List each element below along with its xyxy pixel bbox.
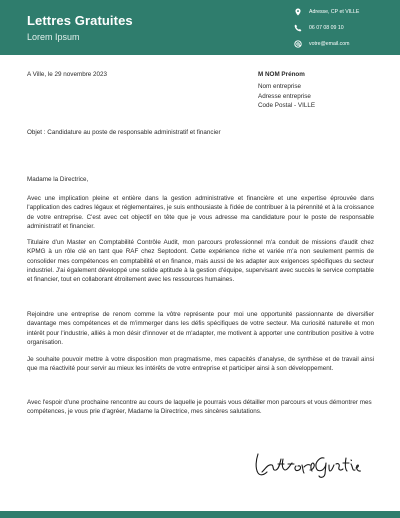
sender-name: Lettres Gratuites: [27, 13, 133, 28]
body-paragraph-5: Avec l'espoir d'une prochaine rencontre au cours de laquelle je pourrais vous détailler mon parcours et vous démontrer mes compétences, je vous prie d'agréer, Madame la Directrice, mes sincères salutations.: [27, 399, 372, 416]
recipient-address: Adresse entreprise: [258, 92, 311, 100]
contact-address-text: Adresse, CP et VILLE: [309, 9, 360, 15]
sender-subtitle: Lorem Ipsum: [27, 32, 80, 42]
recipient-company: Nom entreprise: [258, 83, 302, 91]
recipient-postal: Code Postal - VILLE: [258, 101, 316, 109]
contact-email-text: votre@email.com: [309, 41, 350, 47]
body-paragraph-4: Je souhaite pouvoir mettre à votre disposition mon pragmatisme, mes capacités d'analyse, de synthèse et de travail ainsi que ma réactivité pour servir au mieux les intérêts de votre entreprise et participer ainsi à son développement.: [27, 356, 374, 373]
body-paragraph-1: Avec une implication pleine et entière dans la gestion administrative et financière et une expertise éprouvée dans l'application des cadres légaux et réglementaires, je suis enthousiaste à l'idée de contribuer à la pérennité et à la croissance de votre entreprise. C'est avec cet objectif en tête que je vous adresse ma candidature pour le poste de responsable administratif et financier.: [27, 195, 374, 230]
footer-bar: [0, 511, 400, 518]
contact-address: [294, 8, 359, 16]
handwritten-signature: [252, 446, 362, 480]
letter-subject: Objet : Candidature au poste de responsable administratif et financier: [27, 129, 221, 136]
header-banner: [0, 0, 400, 55]
contact-email: [294, 40, 349, 48]
email-at-icon: [294, 40, 302, 48]
recipient-block: [258, 70, 315, 110]
phone-icon: [294, 24, 302, 32]
contact-phone-text: 06 07 08 09 10: [309, 25, 344, 31]
letter-salutation: Madame la Directrice,: [27, 176, 89, 183]
contact-phone: [294, 24, 344, 32]
body-paragraph-3: Rejoindre une entreprise de renom comme la vôtre représente pour moi une opportunité passionnante de diversifier davantage mes compétences et de m'immerger dans les défis spécifiques de votre secteur. Ma curiosité naturelle et mon intérêt pour l'industrie, alliés à mon désir d'innover et de m'adapter, me motivent à apporter une contribution positive à votre organisation.: [27, 311, 374, 346]
letter-date: A Ville, le 29 novembre 2023: [27, 71, 108, 78]
location-pin-icon: [294, 8, 302, 16]
recipient-name: M NOM Prénom: [258, 71, 305, 78]
body-paragraph-2: Titulaire d'un Master en Comptabilité Contrôle Audit, mon parcours professionnel m'a conduit de missions d'audit chez KPMG à un rôle clé en tant que RAF chez Septodont. Cette expérience riche et variée m'a non seulement permis de consolider mes compétences en comptabilité et en finance, mais aussi de les adapter aux exigences spécifiques du secteur industriel. J'ai également développé une solide aptitude à la gestion d'équipe, supervisant avec succès le service comptable et financier, tout en collaborant étroitement avec les ressources humaines.: [27, 239, 374, 284]
